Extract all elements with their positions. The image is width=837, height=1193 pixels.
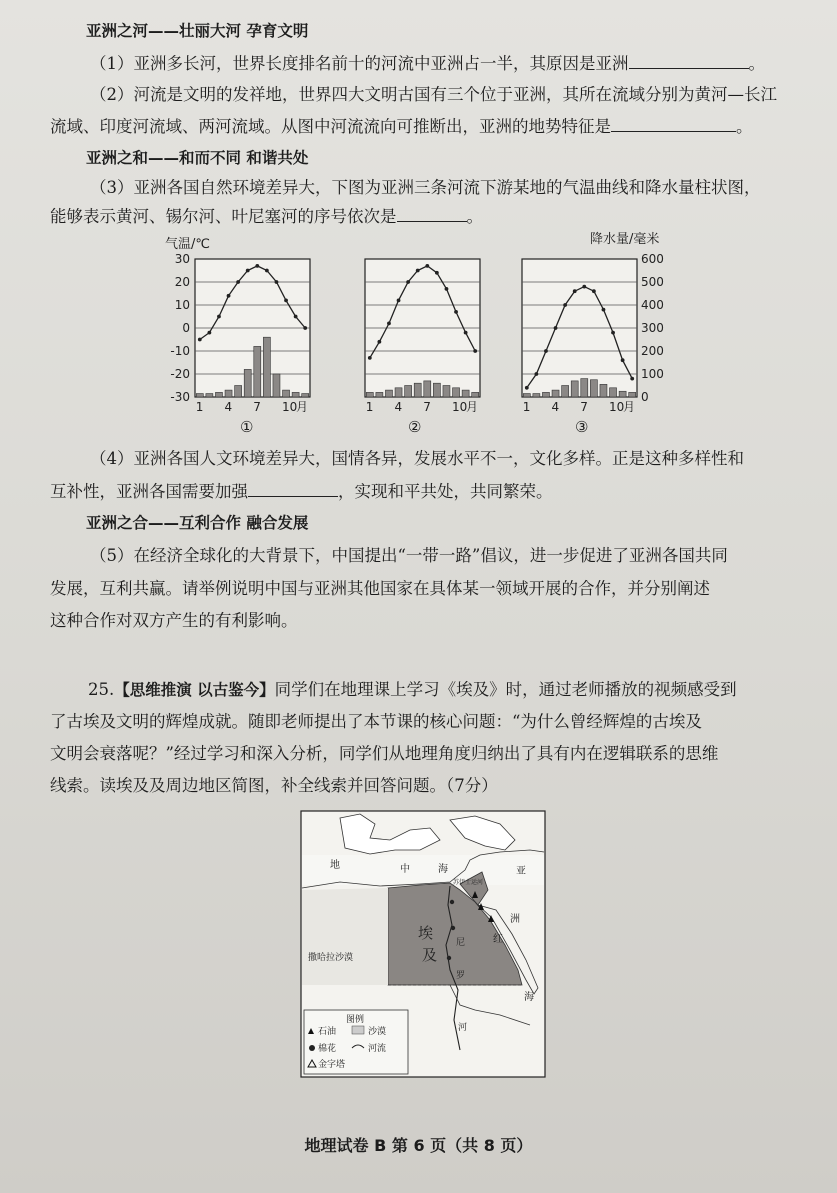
temperature-point (425, 264, 429, 268)
precip-bar (385, 390, 392, 397)
precip-bar (443, 386, 450, 398)
temperature-point (464, 331, 468, 335)
map-label-he: 河 (458, 1023, 468, 1033)
temperature-tick-label: 20 (174, 275, 190, 289)
climate-chart-1 (195, 259, 310, 414)
precip-bar (395, 388, 402, 397)
temperature-point (387, 322, 391, 326)
temperature-point (265, 269, 269, 273)
question-25-line1: 25.【思维推演 以古鉴今】同学们在地理课上学习《埃及》时，通过老师播放的视频感受到 (88, 680, 737, 699)
precip-bar (376, 392, 383, 397)
x-tick-label: 10 (609, 400, 625, 414)
temperature-point (397, 299, 401, 303)
precip-bar (292, 392, 299, 397)
egypt-map (300, 810, 546, 1078)
section-heading-harmony: 亚洲之和——和而不同 和谐共处 (86, 149, 309, 167)
legend-title: 图例 (346, 1015, 365, 1025)
precip-bar (462, 390, 469, 397)
temperature-point (544, 349, 548, 353)
map-label-zhong: 中 (400, 864, 410, 875)
x-tick-unit: 月 (623, 400, 636, 414)
temperature-point (621, 358, 625, 362)
x-tick-label: 7 (423, 400, 431, 414)
temperature-point (611, 331, 615, 335)
temperature-point (294, 315, 298, 319)
map-label-ni: 尼 (456, 938, 466, 948)
precip-bar (254, 346, 261, 397)
climate-charts (150, 245, 710, 420)
answer-blank-1[interactable] (629, 52, 749, 69)
precip-bar (542, 392, 549, 397)
x-tick-label: 1 (195, 400, 204, 414)
temperature-point (217, 315, 221, 319)
chart-label-2: ② (408, 418, 422, 436)
desert-icon (352, 1026, 364, 1034)
precip-bar (405, 386, 412, 398)
precip-bar (533, 394, 540, 397)
question-25-line4: 线索。读埃及及周边地区简图，补全线索并回答问题。（7分） (50, 776, 498, 795)
chart-label-3: ③ (575, 418, 589, 436)
chart-label-1: ① (240, 418, 254, 436)
temperature-point (406, 280, 410, 284)
temperature-point (377, 340, 381, 344)
temperature-point (602, 308, 606, 312)
precip-bar (196, 394, 203, 397)
question-1: （1）亚洲多长河，世界长度排名前十的河流中亚洲占一半，其原因是亚洲 。 (90, 54, 765, 73)
map-label-sahara: 撒哈拉沙漠 (308, 953, 354, 963)
precipitation-tick-label: 0 (641, 390, 649, 404)
precip-bar (302, 394, 309, 397)
temperature-point (554, 326, 558, 330)
map-label-egypt-1: 埃 (418, 924, 434, 942)
question-5-line3: 这种合作对双方产生的有利影响。 (50, 611, 298, 630)
temperature-point (416, 269, 420, 273)
x-tick-unit: 月 (296, 400, 309, 414)
answer-blank-2[interactable] (611, 115, 736, 132)
temperature-tick-label: 0 (182, 321, 190, 335)
precip-bar (244, 369, 251, 397)
x-tick-label: 4 (551, 400, 560, 414)
climate-chart-2 (365, 259, 480, 414)
section-heading-rivers: 亚洲之河——壮丽大河 孕育文明 (86, 22, 309, 40)
x-tick-label: 10 (282, 400, 298, 414)
temperature-tick-label: 30 (174, 252, 190, 266)
temperature-point (563, 303, 567, 307)
question-25-line2: 了古埃及文明的辉煌成就。随即老师提出了本节课的核心问题：“为什么曾经辉煌的古埃及 (50, 712, 702, 731)
precip-bar (610, 388, 617, 397)
temperature-point (573, 289, 577, 293)
x-tick-label: 7 (580, 400, 588, 414)
x-tick-label: 7 (253, 400, 261, 414)
map-label-egypt-2: 及 (422, 946, 438, 964)
question-25-line3: 文明会衰落呢？”经过学习和深入分析，同学们从地理角度归纳出了具有内在逻辑联系的思维 (50, 744, 719, 763)
temperature-point (525, 386, 529, 390)
map-label-asia: 亚 (516, 866, 526, 877)
precip-bar (235, 386, 242, 398)
question-5-line1: （5）在经济全球化的大背景下，中国提出“一带一路”倡议，进一步促进了亚洲各国共同 (90, 546, 728, 565)
question-2-line1: （2）河流是文明的发祥地，世界四大文明古国有三个位于亚洲，其所在流域分别为黄河—长江 (90, 85, 777, 104)
precip-bar (283, 390, 290, 397)
precip-bar (366, 392, 373, 397)
map-label-red-sea: 海 (524, 992, 534, 1003)
temperature-point (630, 377, 634, 381)
answer-blank-4[interactable] (248, 480, 338, 497)
map-label-red: 红 (493, 934, 503, 945)
map-label-hai: 海 (438, 864, 448, 875)
precip-bar (215, 392, 222, 397)
temperature-point (534, 372, 538, 376)
temperature-tick-label: -10 (170, 344, 190, 358)
precip-bar (263, 337, 270, 397)
page-footer: 地理试卷 B 第 6 页（共 8 页） (304, 1136, 533, 1155)
precip-bar (581, 379, 588, 397)
precip-bar (619, 391, 626, 397)
question-3-line1: （3）亚洲各国自然环境差异大，下图为亚洲三条河流下游某地的气温曲线和降水量柱状图， (90, 178, 761, 197)
temperature-point (445, 287, 449, 291)
precip-bar (206, 394, 213, 397)
temperature-axis-title: 气温/℃ (165, 237, 210, 252)
answer-blank-3[interactable] (397, 205, 467, 222)
cotton-icon (309, 1045, 315, 1051)
precip-bar (629, 392, 636, 397)
precip-bar (472, 392, 479, 397)
temperature-tick-label: 10 (174, 298, 190, 312)
legend-pyramid: 金字塔 (318, 1060, 346, 1070)
precip-bar (523, 394, 530, 397)
temperature-point (592, 289, 596, 293)
legend-river: 河流 (368, 1044, 387, 1054)
temperature-point (435, 271, 439, 275)
temperature-point (255, 264, 259, 268)
precip-bar (273, 374, 280, 397)
x-tick-label: 4 (224, 400, 233, 414)
legend-desert: 沙漠 (368, 1027, 387, 1037)
x-tick-label: 1 (365, 400, 374, 414)
question-3-line2: 能够表示黄河、锡尔河、叶尼塞河的序号依次是 。 (50, 207, 483, 226)
precip-bar (225, 390, 232, 397)
x-tick-label: 4 (394, 400, 403, 414)
temperature-point (198, 338, 202, 342)
temperature-point (582, 285, 586, 289)
temperature-point (236, 280, 240, 284)
precip-bar (424, 381, 431, 397)
precipitation-tick-label: 400 (641, 298, 664, 312)
temperature-point (454, 310, 458, 314)
x-tick-label: 1 (522, 400, 531, 414)
precipitation-axis-title: 降水量/毫米 (590, 232, 660, 247)
question-4-line1: （4）亚洲各国人文环境差异大，国情各异，发展水平不一，文化多样。正是这种多样性和 (90, 449, 744, 468)
question-5-line2: 发展，互利共赢。请举例说明中国与亚洲其他国家在具体某一领域开展的合作，并分别阐述 (50, 579, 710, 598)
temperature-point (303, 326, 307, 330)
temperature-point (207, 331, 211, 335)
temperature-point (368, 356, 372, 360)
legend-cotton: 棉花 (318, 1044, 337, 1054)
precipitation-tick-label: 600 (641, 252, 664, 266)
temperature-tick-label: -20 (170, 367, 190, 381)
precip-bar (414, 383, 421, 397)
map-label-zhou: 洲 (510, 914, 520, 925)
temperature-tick-label: -30 (170, 390, 190, 404)
climate-chart-3 (522, 259, 637, 414)
precipitation-tick-label: 500 (641, 275, 664, 289)
map-label-canal: 苏伊士运河 (453, 879, 484, 886)
map-label-luo: 罗 (456, 971, 466, 981)
precipitation-tick-label: 300 (641, 321, 664, 335)
precip-bar (552, 390, 559, 397)
precipitation-tick-label: 200 (641, 344, 664, 358)
section-heading-cooperation: 亚洲之合——互利合作 融合发展 (86, 514, 309, 532)
precip-bar (562, 386, 569, 398)
precipitation-tick-label: 100 (641, 367, 664, 381)
precip-bar (600, 384, 607, 397)
precip-bar (433, 383, 440, 397)
temperature-point (246, 269, 250, 273)
question-2-line2: 流域、印度河流域、两河流域。从图中河流流向可推断出，亚洲的地势特征是 。 (50, 117, 753, 136)
temperature-point (227, 294, 231, 298)
legend-oil: 石油 (318, 1027, 337, 1037)
precip-bar (571, 381, 578, 397)
precip-bar (453, 388, 460, 397)
question-4-line2: 互补性，亚洲各国需要加强 ，实现和平共处，共同繁荣。 (50, 482, 553, 501)
precip-bar (590, 380, 597, 397)
temperature-point (284, 299, 288, 303)
map-label-di: 地 (330, 860, 340, 871)
temperature-point (275, 280, 279, 284)
x-tick-unit: 月 (466, 400, 479, 414)
temperature-point (473, 349, 477, 353)
x-tick-label: 10 (452, 400, 468, 414)
